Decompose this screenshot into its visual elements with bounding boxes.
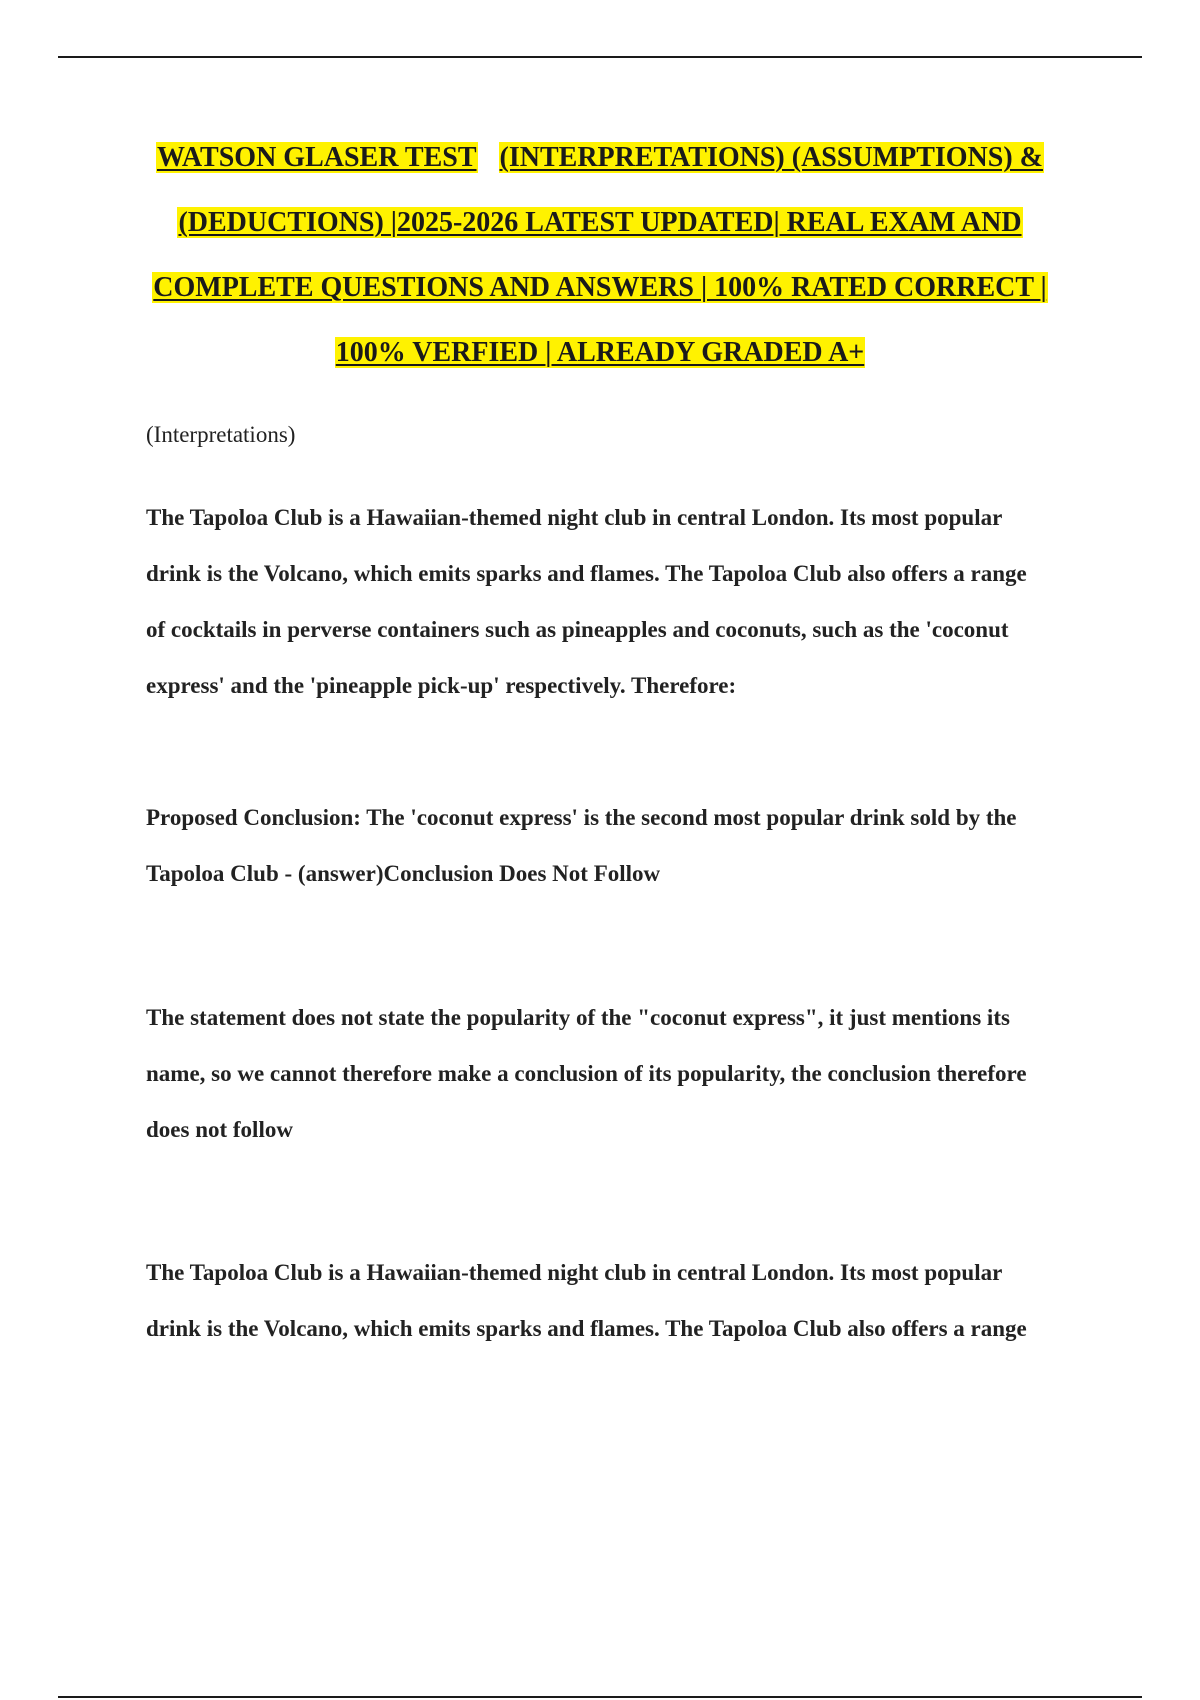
title-segment: COMPLETE QUESTIONS AND ANSWERS | 100% RATED CORRECT | xyxy=(153,272,1047,303)
text-line: express' and the 'pineapple pick-up' respectively. Therefore: xyxy=(146,673,737,698)
title-line xyxy=(110,268,1090,333)
text-line: Tapoloa Club - (answer)Conclusion Does Not Follow xyxy=(146,861,661,886)
title-segment: 100% VERFIED | ALREADY GRADED A+ xyxy=(335,337,865,368)
question-passage xyxy=(146,490,1106,714)
text-line: The Tapoloa Club is a Hawaiian-themed night club in central London. Its most popular xyxy=(146,1260,1003,1285)
proposed-conclusion xyxy=(146,790,1106,902)
text-line: name, so we cannot therefore make a conclusion of its popularity, the conclusion therefore xyxy=(146,1061,1027,1086)
text-line: drink is the Volcano, which emits sparks and flames. The Tapoloa Club also offers a range xyxy=(146,1316,1027,1341)
title-line xyxy=(110,333,1090,398)
section-label: (Interpretations) xyxy=(146,422,296,447)
answer-explanation xyxy=(146,990,1106,1158)
title-segment: WATSON GLASER TEST xyxy=(157,142,477,173)
text-line: does not follow xyxy=(146,1117,293,1142)
bottom-rule xyxy=(58,1696,1142,1698)
title-line xyxy=(110,138,1090,203)
title-segment: (INTERPRETATIONS) (ASSUMPTIONS) & xyxy=(499,142,1043,173)
title-segment: (DEDUCTIONS) |2025-2026 LATEST UPDATED| REAL EXAM AND xyxy=(178,207,1022,238)
document-title xyxy=(110,138,1090,398)
text-line: of cocktails in perverse containers such as pineapples and coconuts, such as the 'coconut xyxy=(146,617,1009,642)
text-line: The Tapoloa Club is a Hawaiian-themed night club in central London. Its most popular xyxy=(146,505,1003,530)
question-passage xyxy=(146,1245,1106,1357)
title-line xyxy=(110,203,1090,268)
text-line: Proposed Conclusion: The 'coconut express' is the second most popular drink sold by the xyxy=(146,805,1017,830)
top-rule xyxy=(58,56,1142,58)
text-line: drink is the Volcano, which emits sparks and flames. The Tapoloa Club also offers a range xyxy=(146,561,1027,586)
text-line: The statement does not state the popularity of the "coconut express", it just mentions its xyxy=(146,1005,1010,1030)
